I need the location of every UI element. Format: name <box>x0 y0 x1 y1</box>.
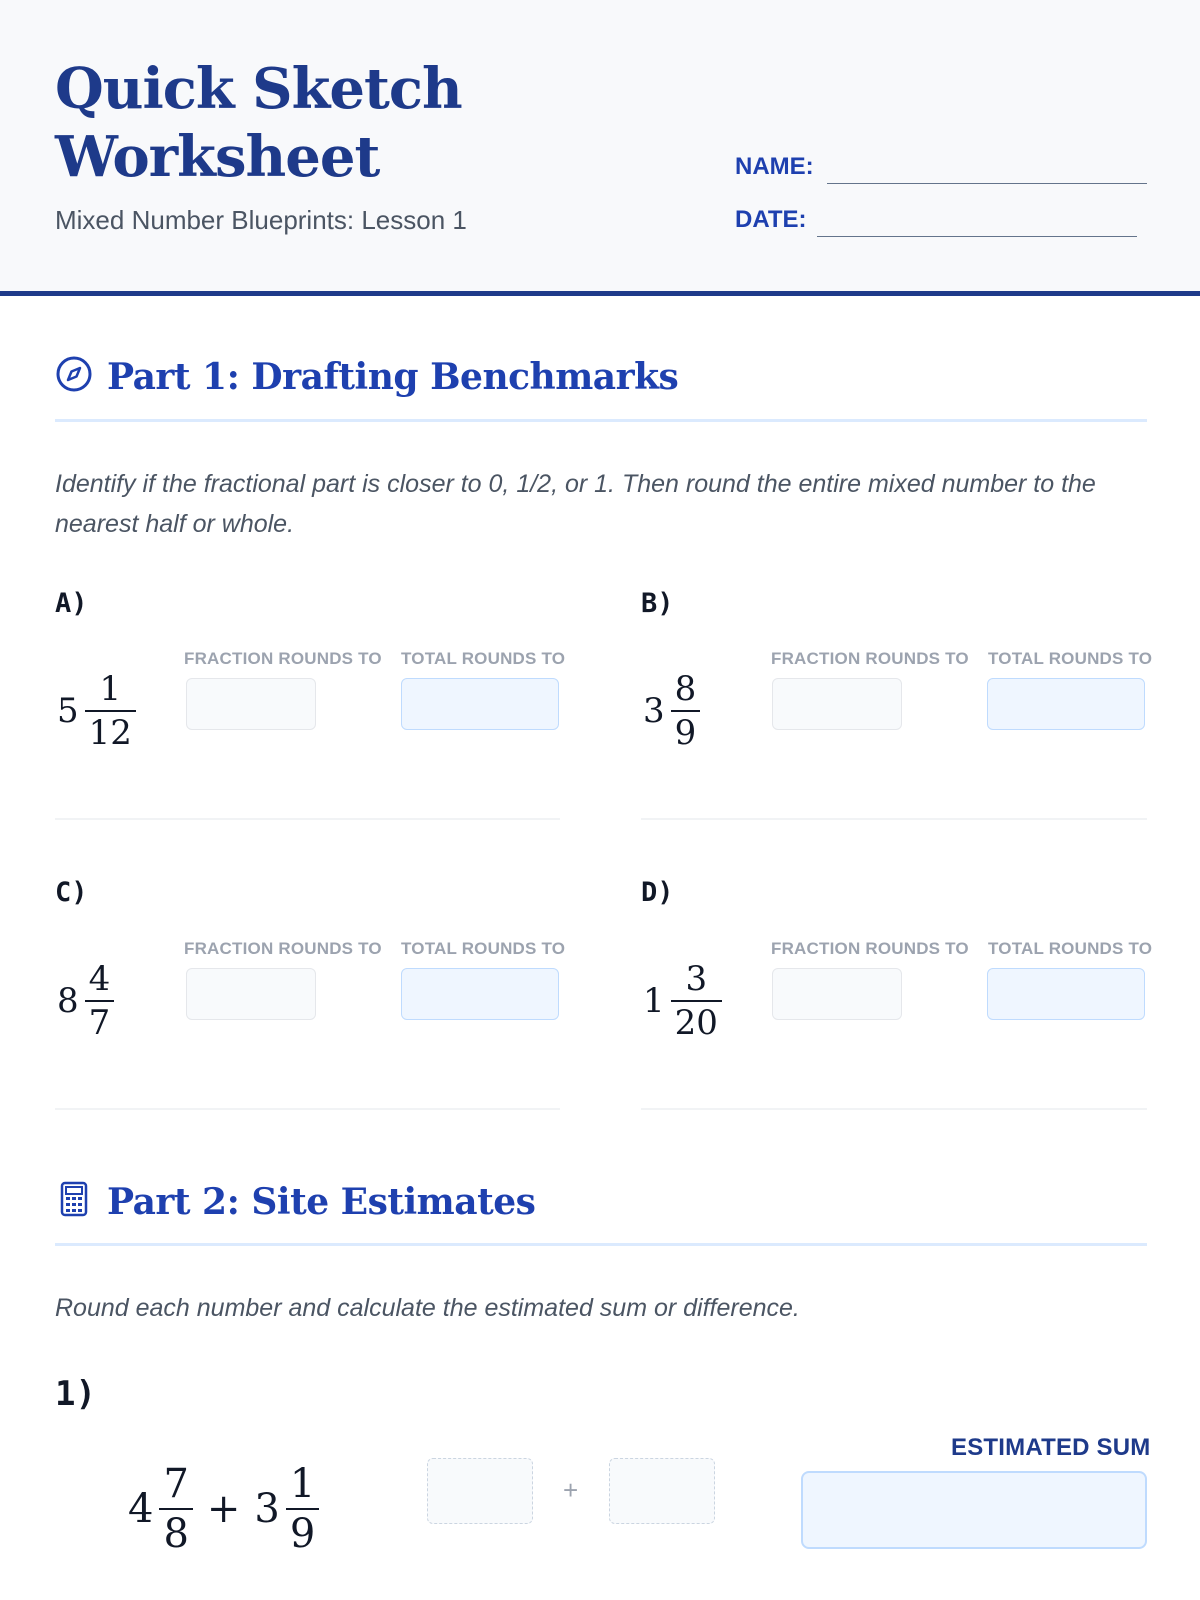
worksheet-header <box>0 0 1200 296</box>
name-label: NAME: <box>735 153 814 180</box>
title-line-2: Worksheet <box>55 124 380 190</box>
whole-part: 3 <box>254 1486 280 1532</box>
fraction <box>286 1460 319 1558</box>
problem-label: D) <box>641 877 674 908</box>
numerator: 7 <box>163 1461 189 1507</box>
part2-divider <box>55 1243 1147 1246</box>
whole-part: 1 <box>643 981 665 1021</box>
denominator: 7 <box>85 1000 115 1044</box>
title-line-1: Quick Sketch <box>55 56 462 122</box>
problem-label: C) <box>55 877 88 908</box>
part1-divider <box>55 419 1147 422</box>
total-rounds-label: TOTAL ROUNDS TO <box>988 649 1153 668</box>
denominator: 20 <box>671 1000 722 1044</box>
estimated-sum-input[interactable] <box>801 1471 1147 1549</box>
mixed-number <box>57 958 114 1044</box>
numerator: 3 <box>685 959 708 999</box>
estimated-sum-label: ESTIMATED SUM <box>951 1434 1151 1461</box>
mixed-number <box>57 668 136 754</box>
part1-heading <box>55 355 678 398</box>
name-field[interactable] <box>827 154 1147 184</box>
fraction <box>159 1460 192 1558</box>
date-field[interactable] <box>817 207 1137 237</box>
mixed-number <box>643 668 700 754</box>
row-divider <box>55 1108 560 1110</box>
fraction <box>671 668 701 754</box>
whole-part: 3 <box>643 691 665 731</box>
denominator: 12 <box>85 710 136 754</box>
row-divider <box>641 818 1147 820</box>
total-rounds-label: TOTAL ROUNDS TO <box>401 939 566 958</box>
fraction-rounds-input[interactable] <box>186 968 316 1020</box>
worksheet-subtitle: Mixed Number Blueprints: Lesson 1 <box>55 205 467 235</box>
worksheet-title <box>55 55 462 191</box>
fraction-rounds-label: FRACTION ROUNDS TO <box>184 649 382 668</box>
calculator-icon <box>55 1180 93 1223</box>
row-divider <box>641 1108 1147 1110</box>
plus-sign: + <box>563 1475 579 1505</box>
problem-label: A) <box>55 588 88 619</box>
problem-label: B) <box>641 588 674 619</box>
numerator: 1 <box>289 1461 316 1507</box>
part2-title: Part 2: Site Estimates <box>107 1180 536 1223</box>
rounded-first-input[interactable] <box>427 1458 533 1524</box>
part2-instructions: Round each number and calculate the estimated sum or difference. <box>55 1294 800 1322</box>
fraction-rounds-label: FRACTION ROUNDS TO <box>184 939 382 958</box>
denominator: 9 <box>671 710 701 754</box>
fraction <box>671 958 722 1044</box>
fraction-rounds-input[interactable] <box>772 678 902 730</box>
expression <box>128 1460 319 1558</box>
total-rounds-label: TOTAL ROUNDS TO <box>401 649 566 668</box>
total-rounds-input[interactable] <box>987 968 1145 1020</box>
row-divider <box>55 818 560 820</box>
whole-part: 8 <box>57 981 79 1021</box>
numerator: 4 <box>88 959 111 999</box>
total-rounds-input[interactable] <box>987 678 1145 730</box>
compass-icon <box>55 355 93 398</box>
fraction-rounds-label: FRACTION ROUNDS TO <box>771 649 969 668</box>
part1-title: Part 1: Drafting Benchmarks <box>107 355 679 398</box>
part1-instructions: Identify if the fractional part is closer to 0, 1/2, or 1. Then round the entire mixed number to the nearest half or whole. <box>55 470 1096 538</box>
date-label: DATE: <box>735 206 807 233</box>
whole-part: 4 <box>128 1486 154 1532</box>
operator: + <box>206 1486 241 1532</box>
total-rounds-input[interactable] <box>401 678 559 730</box>
denominator: 8 <box>159 1508 192 1558</box>
problem-label: 1) <box>55 1374 96 1414</box>
fraction <box>85 668 136 754</box>
fraction-rounds-label: FRACTION ROUNDS TO <box>771 939 969 958</box>
total-rounds-label: TOTAL ROUNDS TO <box>988 939 1153 958</box>
fraction-rounds-input[interactable] <box>186 678 316 730</box>
fraction <box>85 958 115 1044</box>
total-rounds-input[interactable] <box>401 968 559 1020</box>
fraction-rounds-input[interactable] <box>772 968 902 1020</box>
denominator: 9 <box>286 1508 319 1558</box>
mixed-number <box>643 958 722 1044</box>
rounded-second-input[interactable] <box>609 1458 715 1524</box>
whole-part: 5 <box>57 691 79 731</box>
part2-heading <box>55 1180 535 1223</box>
numerator: 1 <box>99 669 122 709</box>
numerator: 8 <box>674 669 697 709</box>
